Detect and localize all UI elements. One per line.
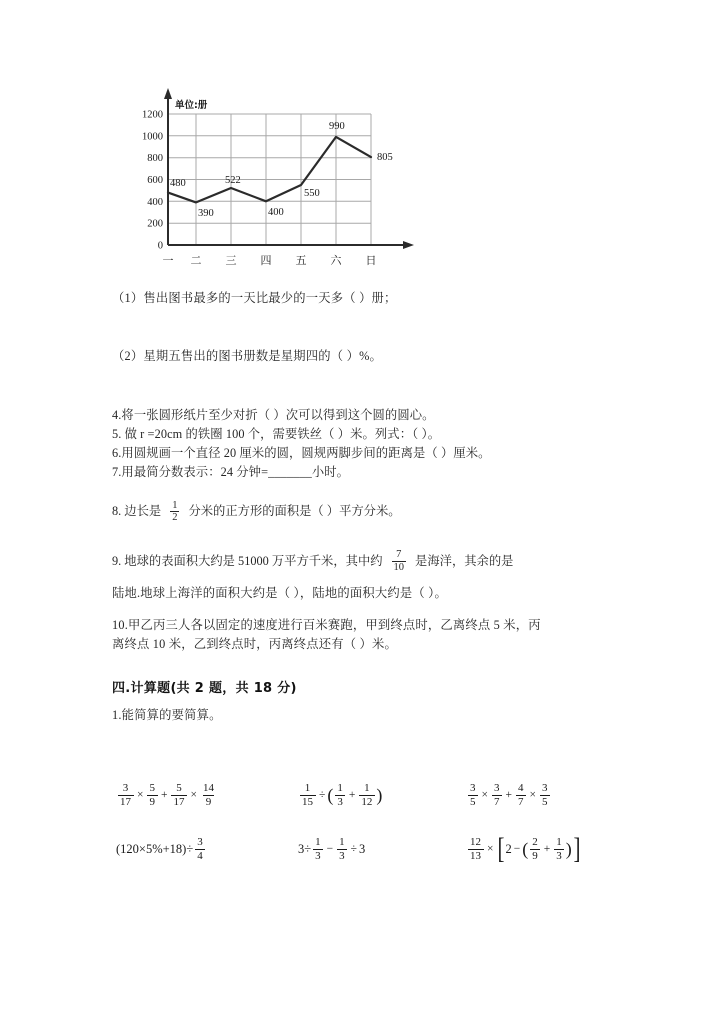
question-9-prefix: 9. 地球的表面积大约是 51000 万平方千米，其中约 bbox=[112, 554, 383, 569]
fraction-numerator: 1 bbox=[315, 836, 321, 849]
operator-plus: + bbox=[161, 789, 168, 801]
fraction bbox=[147, 782, 158, 808]
expression-1 bbox=[116, 782, 298, 808]
fraction-numerator: 3 bbox=[542, 782, 548, 795]
fraction-denominator: 3 bbox=[337, 849, 348, 862]
operator-plus: + bbox=[543, 843, 551, 855]
operator-minus: − bbox=[326, 843, 334, 855]
fraction bbox=[554, 836, 565, 862]
fraction-denominator: 3 bbox=[335, 795, 346, 808]
fraction bbox=[313, 836, 324, 862]
question-4: 4.将一张圆形纸片至少对折（ ）次可以得到这个圆的圆心。 bbox=[112, 407, 435, 422]
fraction-denominator: 17 bbox=[118, 795, 134, 808]
x-axis-arrow bbox=[403, 241, 414, 249]
left-bracket: [ bbox=[497, 832, 504, 865]
question-8-prefix: 8. 边长是 bbox=[112, 504, 162, 519]
question-8-fraction bbox=[170, 500, 179, 524]
y-tick-labels bbox=[142, 110, 163, 252]
question-1: （1）售出图书最多的一天比最少的一天多（ ）册； bbox=[112, 291, 397, 305]
fraction-numerator: 14 bbox=[203, 782, 214, 795]
expression-5 bbox=[298, 836, 466, 862]
data-label-4: 550 bbox=[304, 188, 320, 199]
question-8 bbox=[112, 500, 632, 524]
fraction bbox=[171, 782, 187, 808]
line-chart-svg bbox=[118, 72, 448, 282]
x-tick-3: 四 bbox=[260, 254, 272, 267]
right-paren: ) bbox=[376, 785, 383, 805]
fraction-denominator: 9 bbox=[530, 849, 541, 862]
right-bracket: ] bbox=[573, 832, 581, 865]
fraction-denominator: 15 bbox=[300, 795, 316, 808]
section-item-1: 1.能简算的要简算。 bbox=[112, 707, 222, 722]
question-7: 7.用最简分数表示：24 分钟=_______小时。 bbox=[112, 465, 350, 480]
y-tick-400: 400 bbox=[147, 196, 163, 208]
data-line bbox=[168, 137, 371, 203]
question-6: 6.用圆规画一个直径 20 厘米的圆，圆规两脚步间的距离是（ ）厘米。 bbox=[112, 446, 491, 461]
x-tick-6: 日 bbox=[365, 254, 377, 267]
fraction bbox=[359, 782, 375, 808]
fraction-numerator: 1 bbox=[337, 782, 343, 795]
x-tick-1: 二 bbox=[190, 254, 202, 267]
operator-multiply: × bbox=[481, 789, 488, 801]
expression-row-2 bbox=[116, 822, 636, 876]
fraction bbox=[300, 782, 316, 808]
operand-two: 2 bbox=[505, 841, 512, 856]
expression-2 bbox=[298, 782, 466, 808]
fraction-numerator: 4 bbox=[518, 782, 524, 795]
y-axis-arrow bbox=[164, 88, 172, 99]
fraction-denominator: 5 bbox=[540, 795, 551, 808]
question-5: 5. 做 r =20cm 的铁圈 100 个，需要铁丝（ ）米。列式：（ ）。 bbox=[112, 426, 441, 441]
fraction bbox=[337, 836, 348, 862]
left-paren: ( bbox=[327, 785, 334, 805]
expression-4 bbox=[116, 836, 298, 862]
fraction-denominator: 2 bbox=[172, 512, 178, 524]
expression-row-1 bbox=[116, 768, 636, 822]
question-9-suffix: 是海洋，其余的是 bbox=[415, 554, 514, 569]
chart-unit-label: 单位:册 bbox=[175, 100, 208, 111]
fraction-denominator: 9 bbox=[147, 795, 158, 808]
data-label-0: 480 bbox=[170, 178, 186, 189]
operator-plus: + bbox=[505, 789, 512, 801]
x-tick-2: 三 bbox=[225, 254, 237, 267]
fraction-denominator: 7 bbox=[492, 795, 503, 808]
fraction-numerator: 1 bbox=[304, 782, 311, 795]
fraction-numerator: 3 bbox=[122, 782, 129, 795]
data-label-6: 805 bbox=[377, 152, 393, 163]
x-tick-4: 五 bbox=[295, 254, 307, 267]
operator-divide: ÷ bbox=[319, 789, 326, 801]
fraction-numerator: 12 bbox=[470, 836, 481, 849]
fraction-numerator: 1 bbox=[172, 499, 178, 511]
expression-3 bbox=[466, 782, 636, 808]
question-9-line1 bbox=[112, 549, 632, 573]
fraction-denominator: 7 bbox=[516, 795, 527, 808]
fraction bbox=[118, 782, 134, 808]
fraction-denominator: 12 bbox=[359, 795, 375, 808]
fill-blank-list bbox=[112, 409, 632, 479]
operator-multiply: × bbox=[487, 843, 494, 855]
y-tick-800: 800 bbox=[147, 153, 163, 165]
fraction-numerator: 3 bbox=[197, 836, 203, 849]
data-label-5: 990 bbox=[329, 121, 345, 132]
fraction-numerator: 3 bbox=[494, 782, 500, 795]
question-10-line2: 离终点 10 米，乙到终点时，丙离终点还有（ ）米。 bbox=[112, 636, 397, 651]
left-paren: ( bbox=[522, 839, 529, 859]
fraction-denominator: 5 bbox=[468, 795, 479, 808]
fraction-denominator: 3 bbox=[313, 849, 324, 862]
question-9-fraction bbox=[392, 549, 407, 573]
fraction-numerator: 5 bbox=[149, 782, 155, 795]
calculation-expressions bbox=[116, 768, 636, 876]
y-tick-1200: 1200 bbox=[142, 109, 163, 121]
fraction-numerator: 1 bbox=[339, 836, 345, 849]
fraction-numerator: 1 bbox=[556, 836, 562, 849]
y-tick-600: 600 bbox=[147, 175, 163, 186]
fraction-numerator: 1 bbox=[364, 782, 370, 795]
question-8-suffix: 分米的正方形的面积是（ ）平方分米。 bbox=[188, 504, 401, 519]
operator-multiply: × bbox=[529, 789, 536, 801]
fraction bbox=[540, 782, 551, 808]
fraction-denominator: 9 bbox=[203, 795, 214, 808]
fraction-denominator: 3 bbox=[554, 849, 565, 862]
fraction bbox=[516, 782, 527, 808]
fraction bbox=[468, 782, 479, 808]
question-9-line2: 陆地.地球上海洋的面积大约是（ ），陆地的面积大约是（ ）。 bbox=[112, 586, 447, 601]
section-heading: 四.计算题(共 2 题，共 18 分) bbox=[112, 680, 297, 696]
x-tick-0: 一 bbox=[162, 254, 174, 267]
fraction-numerator: 3 bbox=[470, 782, 476, 795]
operator-multiply: × bbox=[137, 789, 144, 801]
line-chart bbox=[118, 72, 448, 282]
operator-minus: − bbox=[513, 843, 521, 855]
expression-6 bbox=[466, 834, 636, 864]
fraction bbox=[335, 782, 346, 808]
fraction-denominator: 17 bbox=[171, 795, 187, 808]
fraction-denominator: 10 bbox=[393, 561, 405, 573]
questions-body bbox=[112, 292, 632, 727]
operator-divide: ÷ bbox=[350, 843, 357, 855]
y-tick-1000: 1000 bbox=[142, 131, 163, 143]
fraction bbox=[201, 782, 217, 808]
operator-multiply: × bbox=[190, 789, 197, 801]
expression-5-tail: 3 bbox=[358, 841, 366, 856]
expression-4-lead: (120×5%+18)÷ bbox=[116, 841, 194, 856]
y-tick-200: 200 bbox=[147, 218, 163, 230]
fraction bbox=[530, 836, 541, 862]
operator-plus: + bbox=[348, 789, 356, 801]
fraction bbox=[195, 836, 206, 862]
y-tick-0: 0 bbox=[157, 240, 163, 252]
expression-5-lead: 3÷ bbox=[298, 841, 312, 856]
x-tick-5: 六 bbox=[330, 254, 342, 267]
fraction-numerator: 5 bbox=[176, 782, 182, 795]
fraction-denominator: 13 bbox=[468, 849, 484, 862]
data-label-2: 522 bbox=[225, 175, 241, 186]
fraction-numerator: 7 bbox=[396, 549, 402, 561]
question-10-line1: 10.甲乙丙三人各以固定的速度进行百米赛跑，甲到终点时，乙离终点 5 米，丙 bbox=[112, 618, 541, 633]
fraction-numerator: 2 bbox=[532, 836, 538, 849]
x-tick-labels bbox=[163, 254, 377, 267]
fraction-denominator: 4 bbox=[195, 849, 206, 862]
fraction bbox=[492, 782, 503, 808]
question-2: （2）星期五售出的图书册数是星期四的（ ）%。 bbox=[112, 349, 383, 364]
fraction bbox=[468, 836, 484, 862]
data-label-3: 400 bbox=[268, 207, 284, 218]
data-label-1: 390 bbox=[198, 208, 214, 219]
right-paren: ) bbox=[565, 839, 572, 859]
